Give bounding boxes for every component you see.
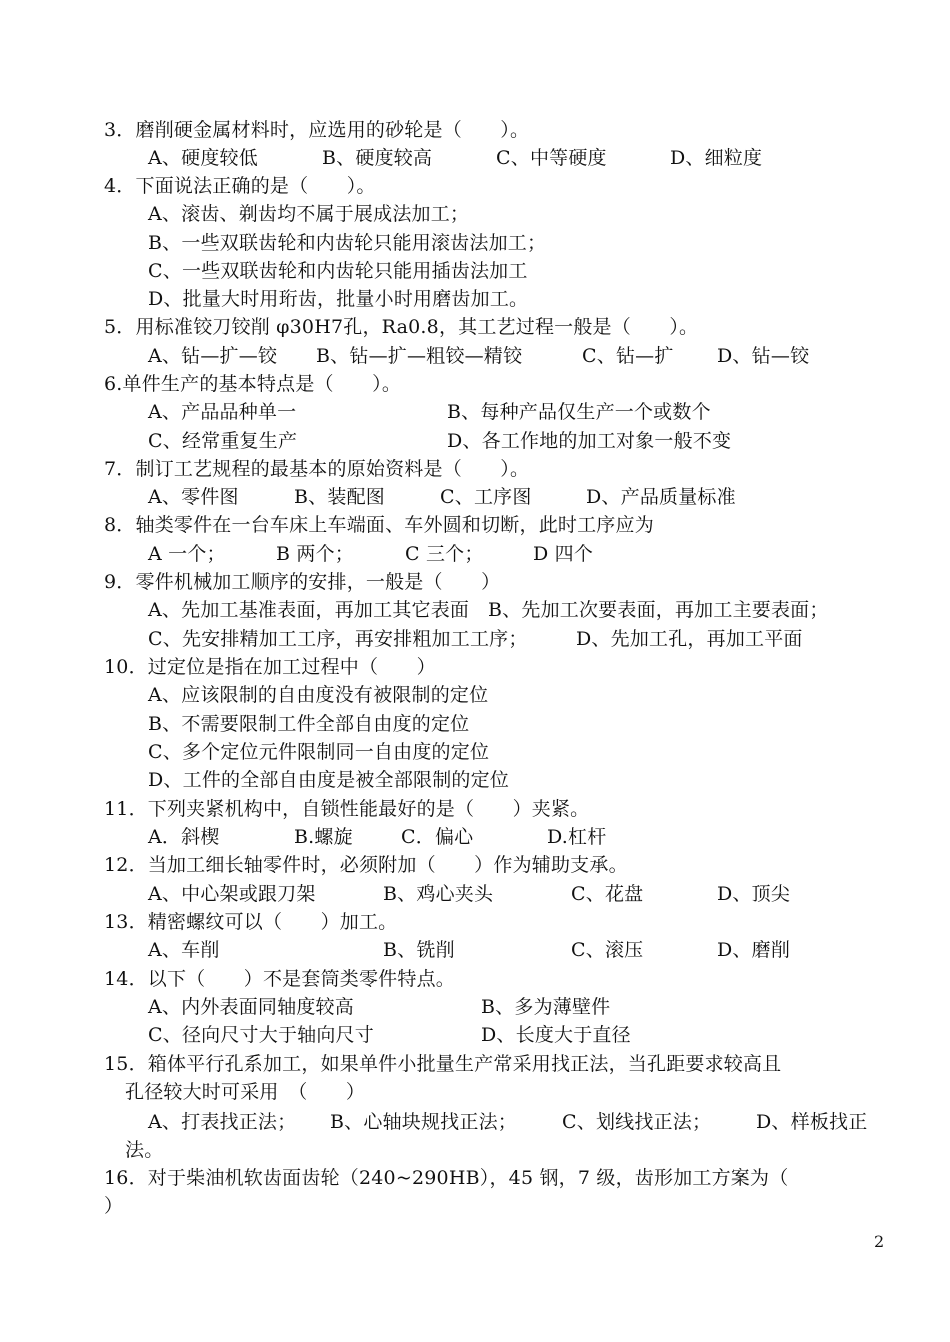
q6-option-c: C、经常重复生产 [148,430,298,452]
q14-option-c: C、径向尺寸大于轴向尺寸 [148,1024,374,1046]
q5-option-b: B、钻—扩—粗铰—精铰 [316,345,523,367]
question-4-stem: 4．下面说法正确的是（ ）。 [104,175,376,197]
q8-option-b: B 两个； [276,543,355,565]
q4-option-b: B、一些双联齿轮和内齿轮只能用滚齿法加工； [148,232,547,254]
question-8-stem: 8．轴类零件在一台车床上车端面、车外圆和切断，此时工序应为 [104,514,654,536]
q11-option-c: C．偏心 [401,826,474,848]
q9-option-b: B、先加工次要表面，再加工主要表面； [488,599,829,621]
question-16-stem-continued: ） [104,1195,124,1217]
q15-option-d-continued: 法。 [125,1139,164,1161]
q5-option-c: C、钻—扩 [582,345,674,367]
q6-option-d: D、各工作地的加工对象一般不变 [447,430,732,452]
q15-option-c: C、划线找正法； [562,1111,712,1133]
q14-option-a: A、内外表面同轴度较高 [148,996,354,1018]
question-15-stem: 15．箱体平行孔系加工，如果单件小批量生产常采用找正法，当孔距要求较高且 [104,1053,782,1075]
q5-option-d: D、钻—铰 [717,345,810,367]
q7-option-a: A、零件图 [148,486,239,508]
question-14-stem: 14．以下（ ）不是套筒类零件特点。 [104,968,455,990]
q3-option-d: D、细粒度 [670,147,763,169]
q12-option-b: B、鸡心夹头 [383,883,494,905]
q13-option-a: A、车削 [148,939,220,961]
q11-option-d: D.杠杆 [547,826,607,848]
q10-option-d: D、工件的全部自由度是被全部限制的定位 [148,769,510,791]
question-3-stem: 3．磨削硬金属材料时，应选用的砂轮是（ ）。 [104,119,530,141]
q9-option-c: C、先安排精加工工序，再安排粗加工工序； [148,628,528,650]
q7-option-b: B、装配图 [294,486,385,508]
q3-option-a: A、硬度较低 [148,147,258,169]
q4-option-c: C、一些双联齿轮和内齿轮只能用插齿法加工 [148,260,528,282]
question-10-stem: 10．过定位是指在加工过程中（ ） [104,656,436,678]
q3-option-c: C、中等硬度 [496,147,607,169]
q13-option-c: C、滚压 [571,939,644,961]
q11-option-a: A．斜楔 [148,826,220,848]
q9-option-a: A、先加工基准表面，再加工其它表面 [148,599,470,621]
q8-option-a: A 一个； [148,543,226,565]
q15-option-d: D、样板找正 [756,1111,868,1133]
q15-option-b: B、心轴块规找正法； [330,1111,517,1133]
q6-option-a: A、产品品种单一 [148,401,297,423]
question-6-stem: 6.单件生产的基本特点是（ ）。 [104,373,402,395]
q13-option-b: B、铣削 [383,939,455,961]
q15-option-a: A、打表找正法； [148,1111,297,1133]
question-12-stem: 12．当加工细长轴零件时，必须附加（ ）作为辅助支承。 [104,854,628,876]
q6-option-b: B、每种产品仅生产一个或数个 [447,401,711,423]
q4-option-a: A、滚齿、剃齿均不属于展成法加工； [148,203,470,225]
q8-option-d: D 四个 [533,543,594,565]
question-5-stem: 5．用标准铰刀铰削 φ30H7孔，Ra0.8，其工艺过程一般是（ ）。 [104,316,699,338]
q3-option-b: B、硬度较高 [322,147,433,169]
q12-option-a: A、中心架或跟刀架 [148,883,316,905]
q7-option-c: C、工序图 [440,486,532,508]
q8-option-c: C 三个； [405,543,484,565]
q5-option-a: A、钻—扩—铰 [148,345,278,367]
q13-option-d: D、磨削 [717,939,791,961]
q10-option-b: B、不需要限制工件全部自由度的定位 [148,713,470,735]
q4-option-d: D、批量大时用珩齿，批量小时用磨齿加工。 [148,288,529,310]
question-11-stem: 11．下列夹紧机构中，自锁性能最好的是（ ）夹紧。 [104,798,590,820]
question-15-stem-continued: 孔径较大时可采用 （ ） [125,1081,366,1103]
question-13-stem: 13．精密螺纹可以（ ）加工。 [104,911,398,933]
q14-option-d: D、长度大于直径 [481,1024,631,1046]
question-7-stem: 7．制订工艺规程的最基本的原始资料是（ ）。 [104,458,530,480]
q10-option-a: A、应该限制的自由度没有被限制的定位 [148,684,489,706]
q12-option-c: C、花盘 [571,883,644,905]
q9-option-d: D、先加工孔，再加工平面 [576,628,803,650]
page-number: 2 [874,1232,885,1251]
q11-option-b: B.螺旋 [294,826,353,848]
q10-option-c: C、多个定位元件限制同一自由度的定位 [148,741,490,763]
q7-option-d: D、产品质量标准 [586,486,736,508]
question-9-stem: 9．零件机械加工顺序的安排，一般是（ ） [104,571,501,593]
q14-option-b: B、多为薄壁件 [481,996,611,1018]
question-16-stem: 16．对于柴油机软齿面齿轮（240~290HB），45 钢，7 级，齿形加工方案为（ [104,1167,789,1189]
q12-option-d: D、顶尖 [717,883,791,905]
